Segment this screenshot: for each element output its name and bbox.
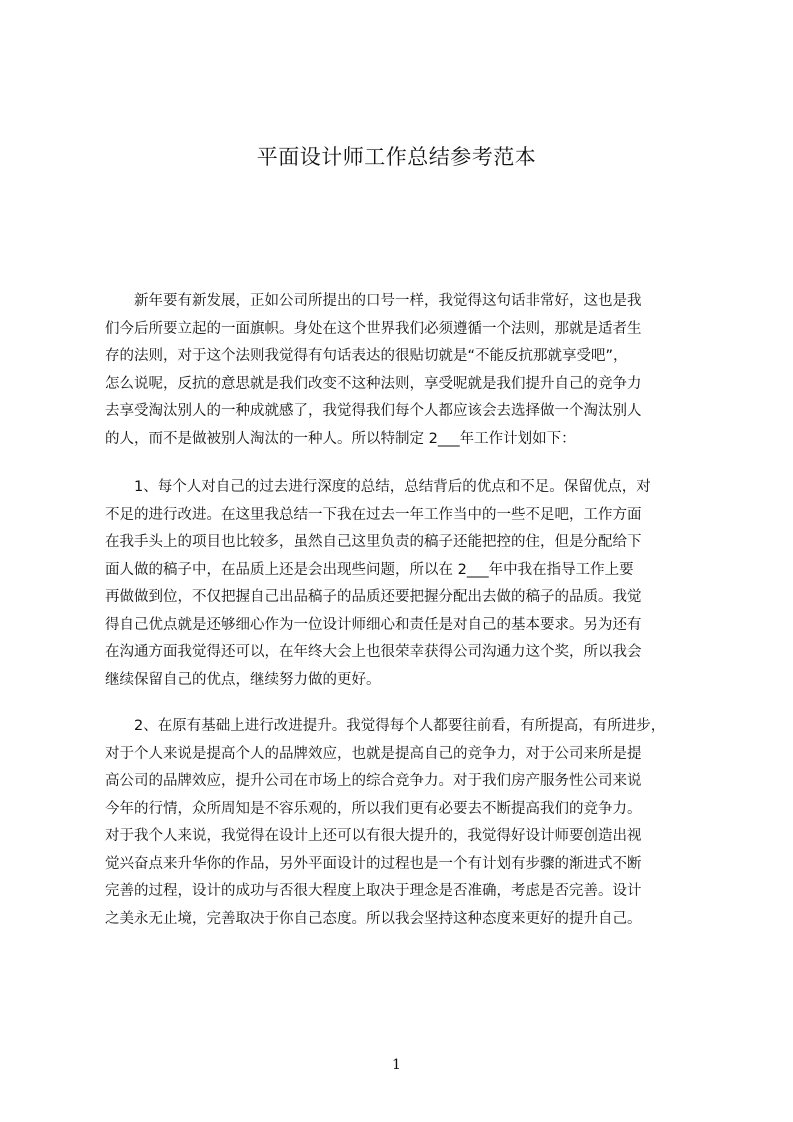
paragraph-line: 在沟通方面我觉得还可以，在年终大会上也很荣幸获得公司沟通力这个奖，所以我会 — [105, 644, 642, 660]
paragraph-line: 在我手头上的项目也比较多，虽然自己这里负责的稿子还能把控的住，但是分配给下 — [105, 534, 642, 550]
paragraph-line: 对于个人来说是提高个人的品牌效应，也就是提高自己的竞争力，对于公司来所是提 — [105, 745, 642, 762]
paragraph-line: 得自己优点就是还够细心作为一位设计师细心和责任是对自己的基本要求。另为还有 — [105, 616, 642, 633]
paragraph-line: 2、在原有基础上进行改进提升。我觉得每个人都要往前看，有所提高，有所进步， — [105, 718, 666, 734]
paragraph-line: 面人做的稿子中，在品质上还是会出现些问题，所以在 2___年中我在指导工作上要 — [105, 561, 634, 578]
paragraph-line: 新年要有新发展，正如公司所提出的口号一样，我觉得这句话非常好，这也是我 — [105, 293, 642, 309]
paragraph-line: 之美永无止境，完善取决于你自己态度。所以我会坚持这种态度来更好的提升自己。 — [105, 910, 642, 927]
paragraph-line: 高公司的品牌效应，提升公司在市场上的综合竞争力。对于我们房产服务性公司来说 — [105, 773, 642, 789]
paragraph-line: 怎么说呢，反抗的意思就是我们改变不这种法则，享受呢就是我们提升自己的竞争力 — [105, 375, 642, 392]
paragraph-point-2 — [105, 713, 705, 933]
paragraph-line: 们今后所要立起的一面旗帜。身处在这个世界我们必须遵循一个法则，那就是适者生 — [105, 320, 642, 337]
paragraph-line: 对于我个人来说，我觉得在设计上还可以有很大提升的，我觉得好设计师要创造出视 — [105, 828, 642, 844]
paragraph-line: 完善的过程，设计的成功与否很大程度上取决于理念是否准确，考虑是否完善。设计 — [105, 883, 642, 899]
paragraph-line: 觉兴奋点来升华你的作品，另外平面设计的过程也是一个有计划有步骤的渐进式不断 — [105, 855, 642, 872]
paragraph-line: 不足的进行改进。在这里我总结一下我在过去一年工作当中的一些不足吧，工作方面 — [105, 506, 642, 523]
document-title: 平面设计师工作总结参考范本 — [256, 145, 537, 169]
paragraph-line: 1、每个人对自己的过去进行深度的总结，总结背后的优点和不足。保留优点，对 — [105, 479, 651, 495]
paragraph-line: 继续保留自己的优点，继续努力做的更好。 — [105, 671, 381, 688]
paragraph-point-1 — [105, 474, 705, 694]
paragraph-line: 再做做到位，不仅把握自己出品稿子的品质还要把握分配出去做的稿子的品质。我觉 — [105, 589, 642, 605]
paragraph-line: 今年的行情，众所周知是不容乐观的，所以我们更有必要去不断提高我们的竞争力。 — [105, 800, 642, 817]
page-number: 1 — [392, 1057, 401, 1073]
paragraph-line: 去享受淘汰别人的一种成就感了，我觉得我们每个人都应该会去选择做一个淘汰别人 — [105, 403, 642, 419]
paragraph-line: 存的法则，对于这个法则我觉得有句话表达的很贴切就是“不能反抗那就享受吧”， — [105, 348, 628, 364]
paragraph-line: 的人，而不是做被别人淘汰的一种人。所以特制定 2___年工作计划如下： — [105, 430, 576, 447]
paragraph-intro — [105, 288, 705, 453]
